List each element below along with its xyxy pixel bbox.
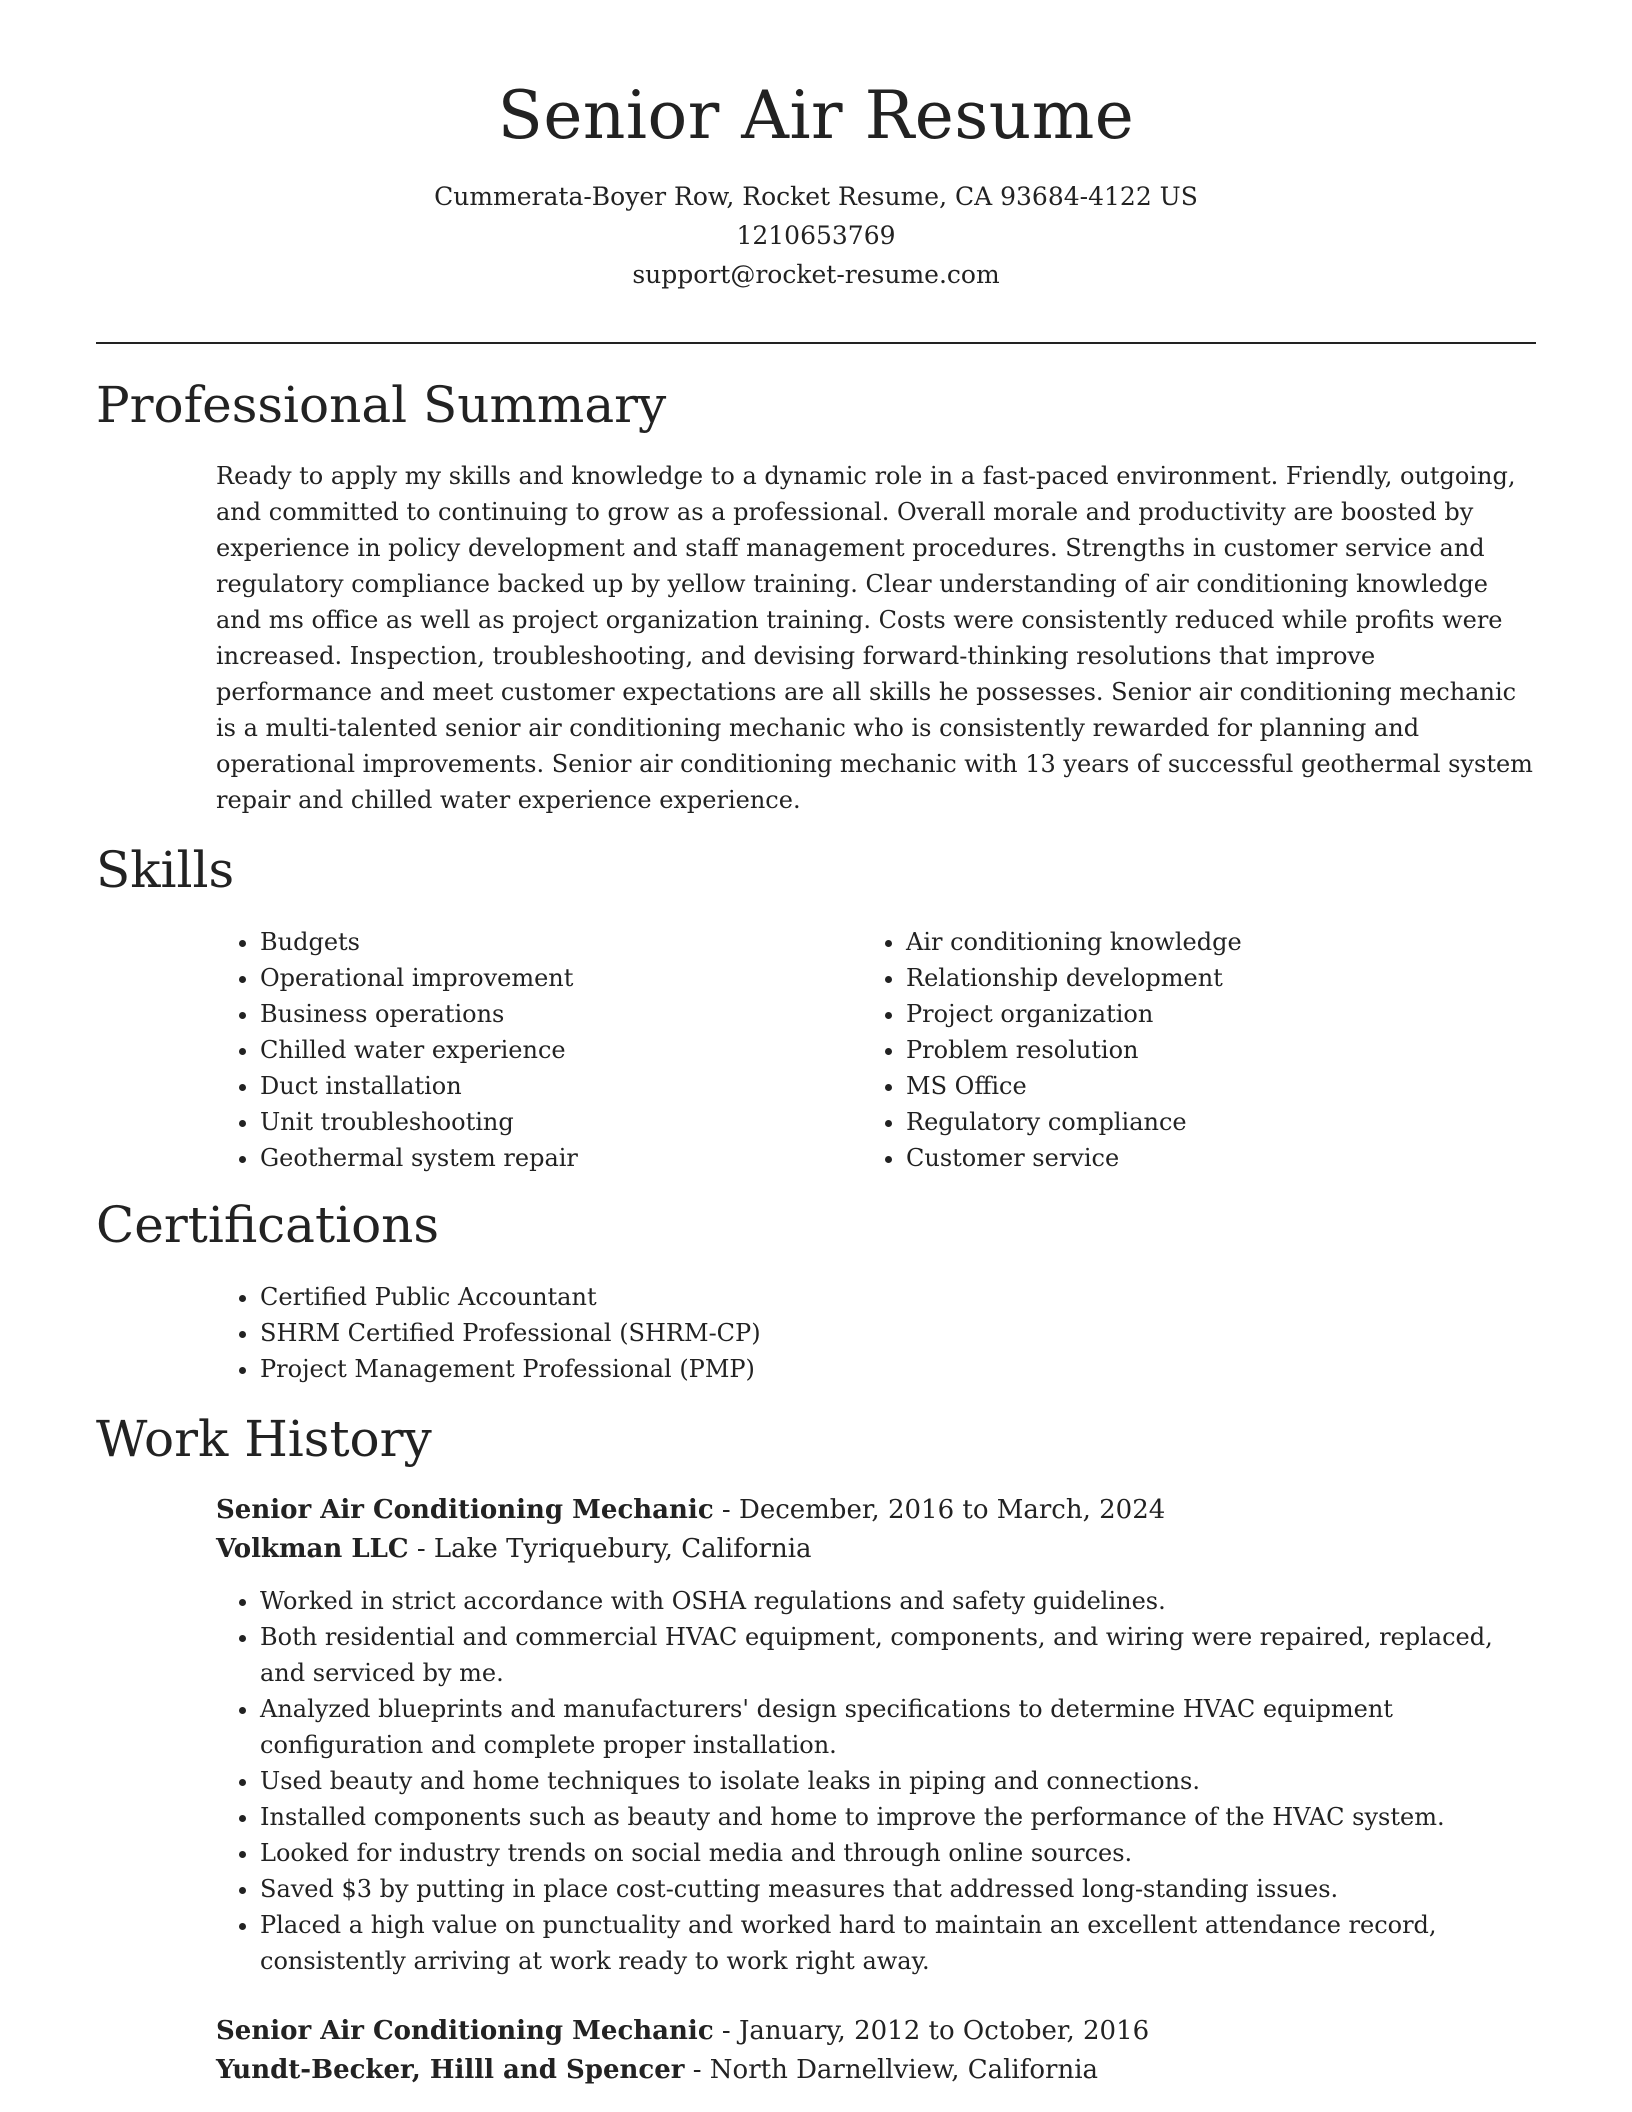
responsibility-item: • Both residential and commercial HVAC equipment, components, and wiring were repaired, replaced, and serviced by me. (260, 1619, 1536, 1691)
skill-item: • Budgets (260, 924, 816, 960)
skill-item: • Project organization (906, 996, 1462, 1032)
skill-item: • Relationship development (906, 960, 1462, 996)
summary-heading: Professional Summary (96, 376, 667, 434)
job-title-line (216, 1491, 1536, 1530)
skill-item: • Duct installation (260, 1068, 816, 1104)
skills-list-right (862, 924, 1462, 1176)
contact-phone: 1210653769 (736, 220, 896, 250)
certification-item: • Certified Public Accountant (260, 1279, 1536, 1315)
certifications-heading: Certifications (96, 1196, 440, 1254)
certification-item: • SHRM Certified Professional (SHRM-CP) (260, 1315, 1536, 1351)
skill-item: • Problem resolution (906, 1032, 1462, 1068)
skill-item: • Business operations (260, 996, 816, 1032)
job-dates: - January, 2012 to October, 2016 (713, 2016, 1150, 2046)
certifications-list (216, 1279, 1536, 1387)
skill-item: • Regulatory compliance (906, 1104, 1462, 1140)
job-dates: - December, 2016 to March, 2024 (713, 1495, 1166, 1525)
summary-section (216, 458, 1536, 818)
responsibility-item: • Looked for industry trends on social media and through online sources. (260, 1835, 1536, 1871)
skills-list-left (216, 924, 816, 1176)
job-company: Yundt-Becker, Hilll and Spencer (216, 2055, 685, 2085)
job-responsibilities (216, 1583, 1536, 1979)
skills-right-column (862, 924, 1462, 1176)
skill-item: • Operational improvement (260, 960, 816, 996)
skill-item: • MS Office (906, 1068, 1462, 1104)
responsibility-item: • Installed components such as beauty and home to improve the performance of the HVAC system. (260, 1799, 1536, 1835)
summary-text: Ready to apply my skills and knowledge to a dynamic role in a fast-paced environment. Friendly, outgoing, and committed to continuing to grow as a professional. Overall morale and productivity are boosted by experience in policy development and staff management procedures. Strengths in customer service and regulatory compliance backed up by yellow training. Clear understanding of air conditioning knowledge and ms office as well as project organization training. Costs were consistently reduced while profits were increased. Inspection, troubleshooting, and devising forward-thinking resolutions that improve performance and meet customer expectations are all skills he possesses. Senior air conditioning mechanic is a multi-talented senior air conditioning mechanic who is consistently rewarded for planning and operational improvements. Senior air conditioning mechanic with 13 years of successful geothermal system repair and chilled water experience experience. (216, 462, 1533, 814)
certifications-section (216, 1279, 1536, 1387)
responsibility-item: • Analyzed blueprints and manufacturers' design specifications to determine HVAC equipment configuration and complete proper installation. (260, 1691, 1536, 1763)
responsibility-item: • Worked in strict accordance with OSHA regulations and safety guidelines. (260, 1583, 1536, 1619)
responsibility-item: • Saved $3 by putting in place cost-cutting measures that addressed long-standing issues. (260, 1871, 1536, 1907)
contact-address: Cummerata-Boyer Row, Rocket Resume, CA 93684-4122 US (434, 181, 1198, 211)
job-company: Volkman LLC (216, 1534, 409, 1564)
skill-item: • Geothermal system repair (260, 1140, 816, 1176)
skills-left-column (216, 924, 816, 1176)
header-divider (96, 342, 1536, 344)
contact-email: support@rocket-resume.com (632, 259, 1000, 289)
skill-item: • Customer service (906, 1140, 1462, 1176)
job-title-line (216, 2012, 1536, 2051)
job-title: Senior Air Conditioning Mechanic (216, 1495, 714, 1525)
job-company-line (216, 1530, 1536, 1569)
responsibility-item: • Used beauty and home techniques to isolate leaks in piping and connections. (260, 1763, 1536, 1799)
job-location: - North Darnellview, California (684, 2055, 1099, 2085)
certification-item: • Project Management Professional (PMP) (260, 1351, 1536, 1387)
skills-heading: Skills (96, 841, 235, 899)
job-entry (216, 1491, 1536, 1979)
job-location: - Lake Tyriquebury, California (408, 1534, 812, 1564)
job-entry (216, 2012, 1536, 2090)
candidate-name: Senior Air Resume (497, 77, 1135, 154)
responsibility-item: • Placed a high value on punctuality and worked hard to maintain an excellent attendance record, consistently arriving at work ready to work right away. (260, 1907, 1536, 1979)
resume-header (96, 77, 1536, 294)
job-title: Senior Air Conditioning Mechanic (216, 2016, 714, 2046)
skill-item: • Chilled water experience (260, 1032, 816, 1068)
skill-item: • Unit troubleshooting (260, 1104, 816, 1140)
job-company-line (216, 2051, 1536, 2090)
skill-item: • Air conditioning knowledge (906, 924, 1462, 960)
work-history-heading: Work History (96, 1410, 432, 1468)
